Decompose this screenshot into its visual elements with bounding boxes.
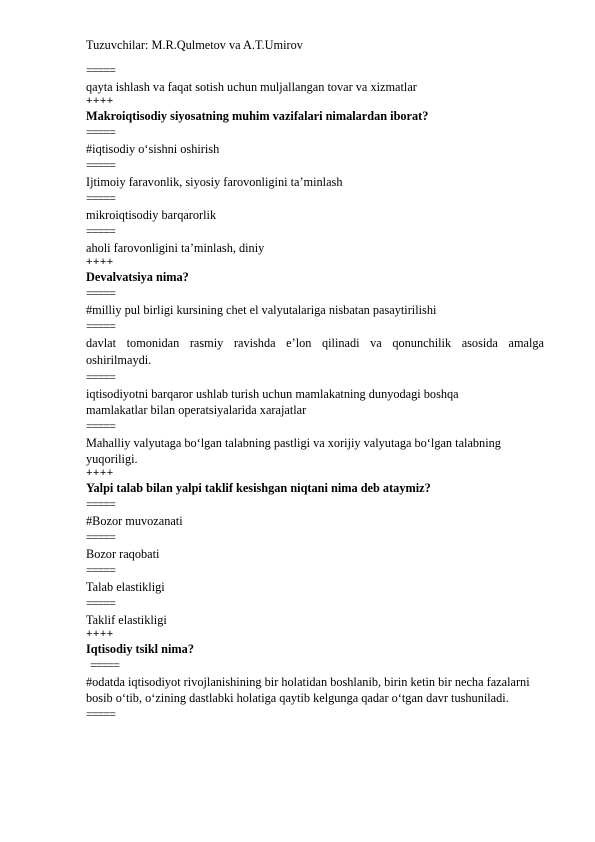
answer-text: #milliy pul birligi kursining chet el valyutalariga nisbatan pasaytirilishi xyxy=(86,303,437,317)
answer-text: qayta ishlash va faqat sotish uchun muljallangan tovar va xizmatlar xyxy=(86,80,417,94)
answer-separator: ===== xyxy=(86,596,115,610)
question-text: Iqtisodiy tsikl nima? xyxy=(86,642,194,656)
answer-text: mikroiqtisodiy barqarorlik xyxy=(86,208,217,222)
answer-separator: ===== xyxy=(86,158,115,172)
answer-text: #odatda iqtisodiyot rivojlanishining bir holatidan boshlanib, birin ketin bir necha fazalarni bosib o‘tib, o‘zining dastlabki holatiga qaytib kelgunga qadar o‘tgan davr tushuniladi. xyxy=(86,675,530,705)
answer-separator: ===== xyxy=(86,370,115,384)
answer-text: Mahalliy valyutaga bo‘lgan talabning pastligi va xorijiy valyutaga bo‘lgan talabning yuqoriligi. xyxy=(86,436,501,466)
authors-line: Tuzuvchilar: M.R.Qulmetov va A.T.Umirov xyxy=(86,38,303,52)
answer-text: #Bozor muvozanati xyxy=(86,514,183,528)
answer-separator: ===== xyxy=(86,419,115,433)
answer-separator: ===== xyxy=(86,286,115,300)
question-text: Yalpi talab bilan yalpi taklif kesishgan niqtani nima deb ataymiz? xyxy=(86,481,431,495)
question-separator: ++++ xyxy=(86,467,114,479)
answer-separator: ===== xyxy=(86,63,115,77)
question-text: Devalvatsiya nima? xyxy=(86,270,189,284)
question-separator: ++++ xyxy=(86,628,114,640)
answer-text: aholi farovonligini ta’minlash, diniy xyxy=(86,241,265,255)
answer-separator: ===== xyxy=(86,125,115,139)
answer-text: Taklif elastikligi xyxy=(86,613,167,627)
answer-text: Talab elastikligi xyxy=(86,580,165,594)
document-page xyxy=(86,37,544,723)
answer-text: Ijtimoiy faravonlik, siyosiy farovonligini ta’minlash xyxy=(86,175,343,189)
answer-separator: ===== xyxy=(86,224,115,238)
question-text: Makroiqtisodiy siyosatning muhim vazifalari nimalardan iborat? xyxy=(86,109,429,123)
question-separator: ++++ xyxy=(86,95,114,107)
answer-separator: ===== xyxy=(86,707,115,721)
answer-separator: ===== xyxy=(86,563,115,577)
answer-separator: ===== xyxy=(90,658,119,672)
answer-separator: ===== xyxy=(86,530,115,544)
question-separator: ++++ xyxy=(86,256,114,268)
answer-text: #iqtisodiy o‘sishni oshirish xyxy=(86,142,220,156)
answer-separator: ===== xyxy=(86,497,115,511)
answer-text: iqtisodiyotni barqaror ushlab turish uchun mamlakatning dunyodagi boshqa mamlakatlar bilan operatsiyalarida xarajatlar xyxy=(86,387,459,417)
answer-text: Bozor raqobati xyxy=(86,547,160,561)
answer-separator: ===== xyxy=(86,191,115,205)
answer-text: davlat tomonidan rasmiy ravishda e’lon qilinadi va qonunchilik asosida amalga oshirilmaydi. xyxy=(86,336,544,367)
answer-separator: ===== xyxy=(86,319,115,333)
